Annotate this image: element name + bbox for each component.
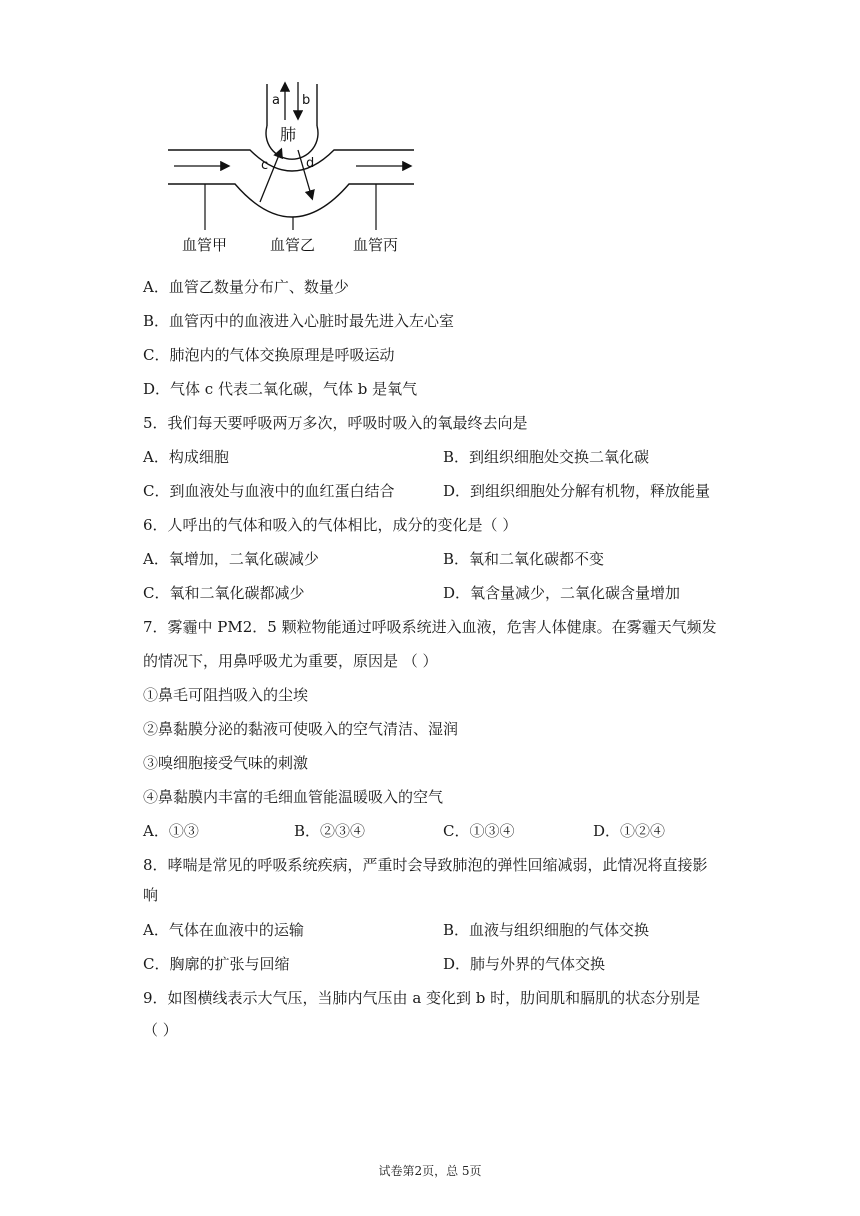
q5-option-c: C．到血液处与血液中的血红蛋白结合 xyxy=(143,482,395,500)
q6-option-b: B．氧和二氧化碳都不变 xyxy=(443,550,605,568)
q7-option-d: D．①②④ xyxy=(593,822,666,840)
q7-statement-2: ②鼻黏膜分泌的黏液可使吸入的空气清洁、湿润 xyxy=(143,720,459,738)
lung-blood-vessel-diagram xyxy=(160,74,430,264)
q5-option-a: A．构成细胞 xyxy=(143,448,229,466)
page-footer: 试卷第2页，总 5页 xyxy=(378,1164,482,1178)
vessel-label-jia: 血管甲 xyxy=(182,236,228,254)
q7-statement-1: ①鼻毛可阻挡吸入的尘埃 xyxy=(143,686,309,704)
q7-statement-4: ④鼻黏膜内丰富的毛细血管能温暖吸入的空气 xyxy=(143,788,444,806)
q7-option-a: A．①③ xyxy=(143,822,199,840)
q6-option-d: D．氧含量减少，二氧化碳含量增加 xyxy=(443,584,681,602)
q8-option-a: A．气体在血液中的运输 xyxy=(143,921,304,939)
q4-option-a: A．血管乙数量分布广、数量少 xyxy=(143,278,349,296)
arrow-label-d: d xyxy=(306,156,315,171)
q9-stem-line-1: 9．如图横线表示大气压，当肺内气压由 a 变化到 b 时，肋间肌和膈肌的状态分别是 xyxy=(143,989,701,1007)
arrow-label-b: b xyxy=(302,93,311,108)
q9-stem-line-2: （ ） xyxy=(143,1021,178,1039)
q7-option-b: B．②③④ xyxy=(294,822,366,840)
q8-stem-line-2: 响 xyxy=(143,886,159,904)
q8-stem-line-1: 8．哮喘是常见的呼吸系统疾病，严重时会导致肺泡的弹性回缩减弱，此情况将直接影 xyxy=(143,856,708,874)
q4-option-c: C．肺泡内的气体交换原理是呼吸运动 xyxy=(143,346,395,364)
arrow-label-c: c xyxy=(261,158,269,173)
q5-option-d: D．到组织细胞处分解有机物，释放能量 xyxy=(443,482,711,500)
q7-statement-3: ③嗅细胞接受气味的刺激 xyxy=(143,754,309,772)
q4-option-b: B．血管丙中的血液进入心脏时最先进入左心室 xyxy=(143,312,455,330)
q8-option-d: D．肺与外界的气体交换 xyxy=(443,955,606,973)
q6-option-c: C．氧和二氧化碳都减少 xyxy=(143,584,305,602)
q8-option-c: C．胸廓的扩张与回缩 xyxy=(143,955,290,973)
q7-stem-line-1: 7．雾霾中 PM2．5 颗粒物能通过呼吸系统进入血液，危害人体健康。在雾霾天气频发 xyxy=(143,618,717,636)
organ-label: 肺 xyxy=(280,125,297,144)
vessel-label-bing: 血管丙 xyxy=(353,236,399,254)
q5-option-b: B．到组织细胞处交换二氧化碳 xyxy=(443,448,650,466)
q7-option-c: C．①③④ xyxy=(443,822,515,840)
vessel-label-yi: 血管乙 xyxy=(270,236,316,254)
q7-stem-line-2: 的情况下，用鼻呼吸尤为重要，原因是 （ ） xyxy=(143,652,438,670)
q4-option-d: D．气体 c 代表二氧化碳，气体 b 是氧气 xyxy=(143,380,418,398)
q5-stem: 5．我们每天要呼吸两万多次，呼吸时吸入的氧最终去向是 xyxy=(143,414,528,432)
arrow-label-a: a xyxy=(272,93,280,108)
q8-option-b: B．血液与组织细胞的气体交换 xyxy=(443,921,650,939)
q6-stem: 6．人呼出的气体和吸入的气体相比，成分的变化是（ ） xyxy=(143,516,518,534)
q6-option-a: A．氧增加，二氧化碳减少 xyxy=(143,550,319,568)
